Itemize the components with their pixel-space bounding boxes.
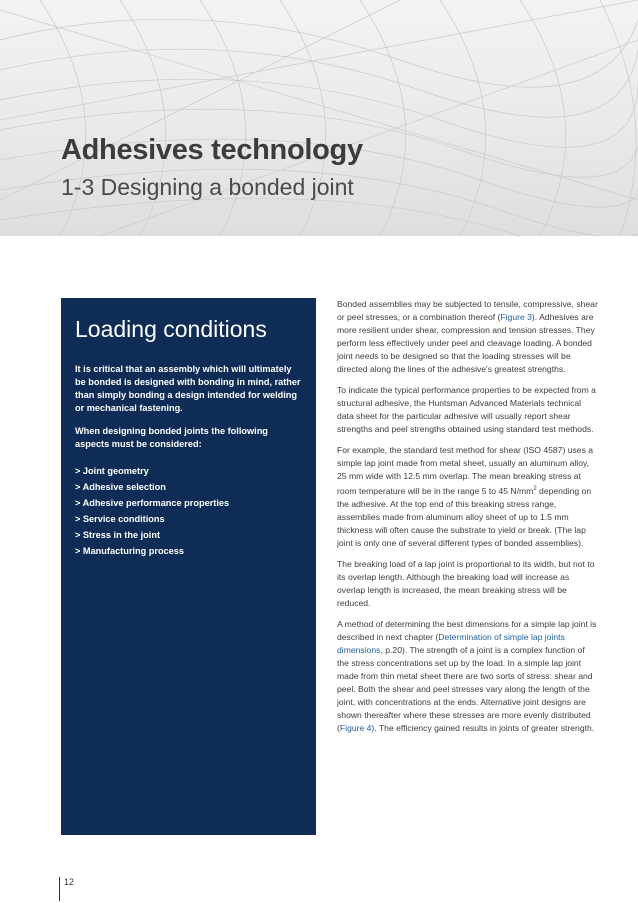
panel-lead: When designing bonded joints the following aspects must be considered: [75,426,268,449]
figure-4-link[interactable]: Figure 4 [339,722,372,733]
text-run: ). Adhesives are more resilient under shear, compression and tension stresses. They perform less effectively under peel and cleavage loading. A bonded joint needs to be designed so that the loading stresses will be directed along the lines of the adhesive's greatest strengths. [337,312,595,374]
aspects-list [75,463,304,559]
text-run: A method of determining the best dimensions for a simple lap joint is described in next chapter ( [337,618,597,642]
text-run: ). The efficiency gained results in joints of greater strength. [371,722,595,733]
loading-conditions-panel [61,298,316,835]
text-run: Bonded assemblies may be subjected to tensile, compressive, shear or peel stresses, or a combination thereof ( [337,299,598,322]
lap-joint-dimensions-link[interactable]: Determination of simple lap joints dimensions [337,631,565,655]
page-subtitle: 1-3 Designing a bonded joint [61,174,354,200]
panel-intro: It is critical that an assembly which will ultimately be bonded is designed with bonding in mind, rather than simply bonding a design intended for welding or mechanical fastening. [75,364,301,413]
list-item: > Adhesive performance properties [75,498,230,508]
text-run: , p.20). The strength of a joint is a complex function of the stress concentrations set up by the load. In a simple lap joint made from thin metal sheet there are two sorts of stress: shear and peel. Both the shear and peel stresses vary along the length of the joint, with concentrations at the ends. Alternative joint designs are shown thereafter where these stresses are more evenly distributed ( [337,644,593,733]
page-number: 12 [59,877,74,901]
paragraph [337,444,599,550]
page-title: Adhesives technology [61,134,363,166]
paragraph: To indicate the typical performance properties to be expected from a structural adhesive, the Huntsman Advanced Materials technical data sheet for the particular adhesive will usually report shear strengths and peel strengths obtained using standard test methods. [337,385,596,434]
text-run: For example, the standard test method for shear (ISO 4587) uses a simple lap joint made from metal sheet, usually an aluminum alloy, 25 mm wide with 12.5 mm overlap. The mean breaking stress at room temperature will be in the range 5 to 45 N/mm [337,445,594,496]
paragraph: The breaking load of a lap joint is proportional to its width, but not to its overlap length. Although the breaking load will increase as overlap length is increased, the mean breaking stress will be reduced. [337,558,595,608]
header-banner [0,0,638,236]
figure-3-link[interactable]: Figure 3 [500,312,532,322]
list-item: > Joint geometry [75,466,149,476]
list-item: > Manufacturing process [75,546,184,556]
list-item: > Service conditions [75,514,165,524]
superscript: 2 [533,486,537,492]
text-run: depending on the adhesive. At the top end of this breaking stress range, assemblies made from aluminum alloy sheet of up to 1.5 mm thickness will often cause the substrate to yield or break. (The lap joint is only one of several different types of bonded assemblies). [337,485,592,548]
panel-heading: Loading conditions [75,316,267,342]
paragraph [337,618,599,735]
body-column [337,298,599,743]
list-item: > Adhesive selection [75,482,166,492]
paragraph [337,298,599,376]
list-item: > Stress in the joint [75,530,161,540]
